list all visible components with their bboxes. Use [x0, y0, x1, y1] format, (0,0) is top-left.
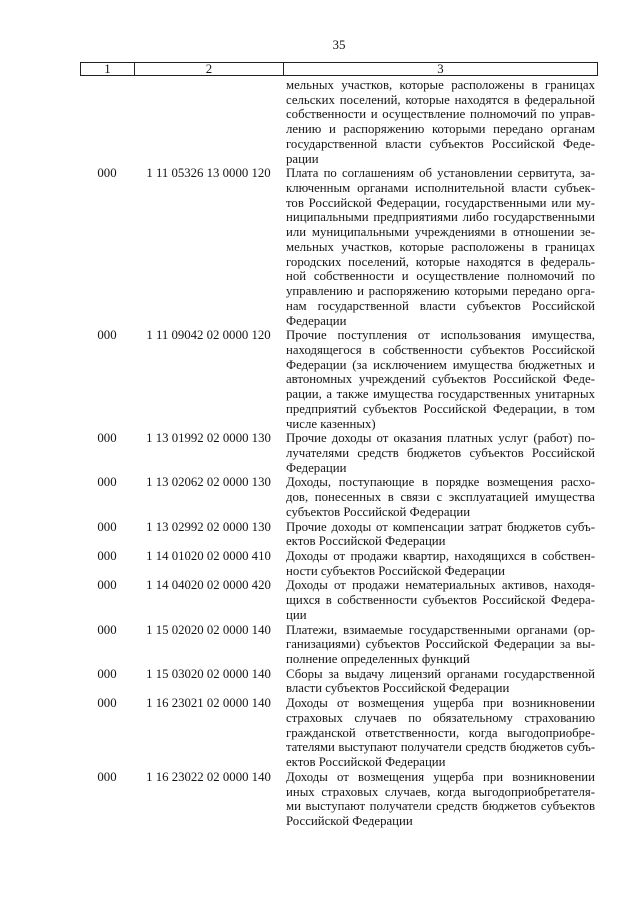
classification-code-cell: 1 13 02992 02 0000 130 [146, 519, 271, 534]
description-line: ключенным органами исполнительной власти субъек- [286, 181, 595, 196]
description-line: Доходы от продажи нематериальных активов, находя- [286, 578, 595, 593]
description-line: власти субъектов Российской Федерации [286, 681, 510, 696]
description-cell [283, 431, 598, 475]
admin-code-cell: 000 [97, 328, 117, 343]
description-line: Федерации (за исключением имущества бюджетных и [286, 357, 595, 372]
description-line: ганизациями) субъектов Российской Федерации за вы- [286, 637, 595, 652]
description-line: лучателями средств бюджетов субъектов Российской [286, 445, 595, 460]
description-line: управлению и распоряжению которыми передано орга- [286, 284, 595, 299]
description-line: ной собственности и осуществление полномочий по [286, 269, 595, 284]
description-line: ми выступают получатели средств бюджетов субъектов [286, 799, 595, 814]
admin-code-cell: 000 [97, 666, 117, 681]
description-line: Прочие поступления от использования имущества, [286, 328, 595, 343]
classification-code-cell: 1 16 23022 02 0000 140 [146, 769, 271, 784]
description-line: автономных учреждений субъектов Российской Феде- [286, 372, 595, 387]
admin-code-cell: 000 [97, 622, 117, 637]
description-line: мельных участков, которые расположены в границах [286, 239, 595, 254]
table-row [80, 696, 598, 770]
description-line: ции [286, 607, 307, 622]
description-cell [283, 328, 598, 431]
header-cell-3: 3 [283, 63, 598, 75]
description-line: мельных участков, которые расположены в границах [286, 78, 595, 92]
description-line: Доходы от возмещения ущерба при возникновении [286, 769, 595, 784]
table-row [80, 549, 598, 578]
admin-code-cell: 000 [97, 578, 117, 593]
description-line: предприятий субъектов Российской Федерации, в том [286, 401, 595, 416]
description-line: субъектов Российской Федерации [286, 504, 471, 519]
table-row [80, 520, 598, 549]
description-cell [283, 520, 598, 549]
classification-code-cell: 1 14 01020 02 0000 410 [146, 549, 271, 563]
table-row [80, 78, 598, 166]
description-line: Российской Федерации [286, 813, 413, 828]
classification-code-cell: 1 13 02062 02 0000 130 [146, 475, 271, 490]
classification-code-cell: 1 15 03020 02 0000 140 [146, 666, 271, 681]
page-number: 35 [332, 37, 346, 52]
description-line: рации, а также имущества государственных унитарных [286, 387, 595, 402]
header-cell-1: 1 [80, 63, 134, 75]
table-row [80, 770, 598, 829]
classification-code-cell [134, 78, 283, 166]
description-line: тателями выступают получатели средств бюджетов субъ- [286, 740, 595, 755]
description-cell [283, 475, 598, 519]
description-line: ектов Российской Федерации [286, 755, 446, 770]
description-line: Платежи, взимаемые государственными органами (ор- [286, 622, 595, 637]
description-line: ности субъектов Российской Федерации [286, 563, 505, 578]
description-line: или муниципальными учреждениями в отношении зе- [286, 225, 595, 240]
description-line: ектов Российской Федерации [286, 534, 446, 549]
description-line: Прочие доходы от компенсации затрат бюджетов субъ- [286, 519, 595, 534]
description-line: Федерации [286, 460, 347, 475]
description-line: Федерации [286, 313, 347, 328]
description-line: Прочие доходы от оказания платных услуг (работ) по- [286, 431, 595, 446]
table-row [80, 578, 598, 622]
admin-code-cell: 000 [97, 769, 117, 784]
description-line: Доходы от возмещения ущерба при возникновении [286, 696, 595, 711]
description-cell [283, 549, 598, 578]
classification-code-cell: 1 16 23021 02 0000 140 [146, 696, 271, 711]
description-line: полнение определенных функций [286, 652, 470, 667]
description-line: собственности и осуществление полномочий по управ- [286, 107, 595, 122]
description-cell [283, 696, 598, 770]
description-line: Доходы, поступающие в порядке возмещения расхо- [286, 475, 595, 490]
classification-code-cell: 1 11 09042 02 0000 120 [146, 328, 271, 343]
classification-code-cell: 1 15 02020 02 0000 140 [146, 622, 271, 637]
table-row [80, 328, 598, 431]
admin-code-cell [80, 78, 134, 166]
admin-code-cell: 000 [97, 519, 117, 534]
classification-code-cell: 1 11 05326 13 0000 120 [146, 166, 271, 181]
description-line: нам государственной власти субъектов Российской [286, 298, 595, 313]
description-line: гражданской ответственности, когда выгодоприобре- [286, 725, 595, 740]
table-row [80, 166, 598, 328]
table-row [80, 623, 598, 667]
description-cell [283, 770, 598, 829]
description-line: Сборы за выдачу лицензий органами государственной [286, 666, 595, 681]
table-row [80, 667, 598, 696]
description-line: рации [286, 151, 319, 166]
description-cell [283, 578, 598, 622]
description-line: щихся в собственности субъектов Российской Федера- [286, 593, 595, 608]
description-line: иных страховых случаев, когда выгодоприобретателя- [286, 784, 595, 799]
description-line: ниципальными предприятиями либо государственными [286, 210, 595, 225]
description-cell [283, 667, 598, 696]
description-cell [283, 623, 598, 667]
description-line: тов Российской Федерации, государственными или му- [286, 195, 595, 210]
admin-code-cell: 000 [97, 696, 117, 711]
classification-code-cell: 1 14 04020 02 0000 420 [146, 578, 271, 593]
description-line: государственной власти субъектов Российской Феде- [286, 136, 595, 151]
admin-code-cell: 000 [97, 166, 117, 181]
description-line: Доходы от продажи квартир, находящихся в собствен- [286, 549, 595, 563]
description-line: городских поселений, которые находятся в федераль- [286, 254, 595, 269]
description-line: дов, понесенных в связи с эксплуатацией имущества [286, 490, 595, 505]
description-line: находящегося в собственности субъектов Российской [286, 342, 595, 357]
header-cell-2: 2 [134, 63, 283, 75]
classification-code-cell: 1 13 01992 02 0000 130 [146, 431, 271, 446]
table-header [80, 62, 598, 76]
admin-code-cell: 000 [97, 431, 117, 446]
description-cell [283, 78, 598, 166]
description-line: числе казенных) [286, 416, 376, 431]
description-line: страховых случаев по обязательному страхованию [286, 710, 595, 725]
description-cell [283, 166, 598, 328]
admin-code-cell: 000 [97, 549, 117, 563]
table-body [80, 76, 598, 829]
table-row [80, 431, 598, 475]
classification-table [80, 62, 598, 829]
description-line: Плата по соглашениям об установлении сервитута, за- [286, 166, 595, 181]
description-line: лению и распоряжению которыми передано органам [286, 122, 595, 137]
description-line: сельских поселений, которые находятся в федеральной [286, 92, 595, 107]
admin-code-cell: 000 [97, 475, 117, 490]
table-row [80, 475, 598, 519]
